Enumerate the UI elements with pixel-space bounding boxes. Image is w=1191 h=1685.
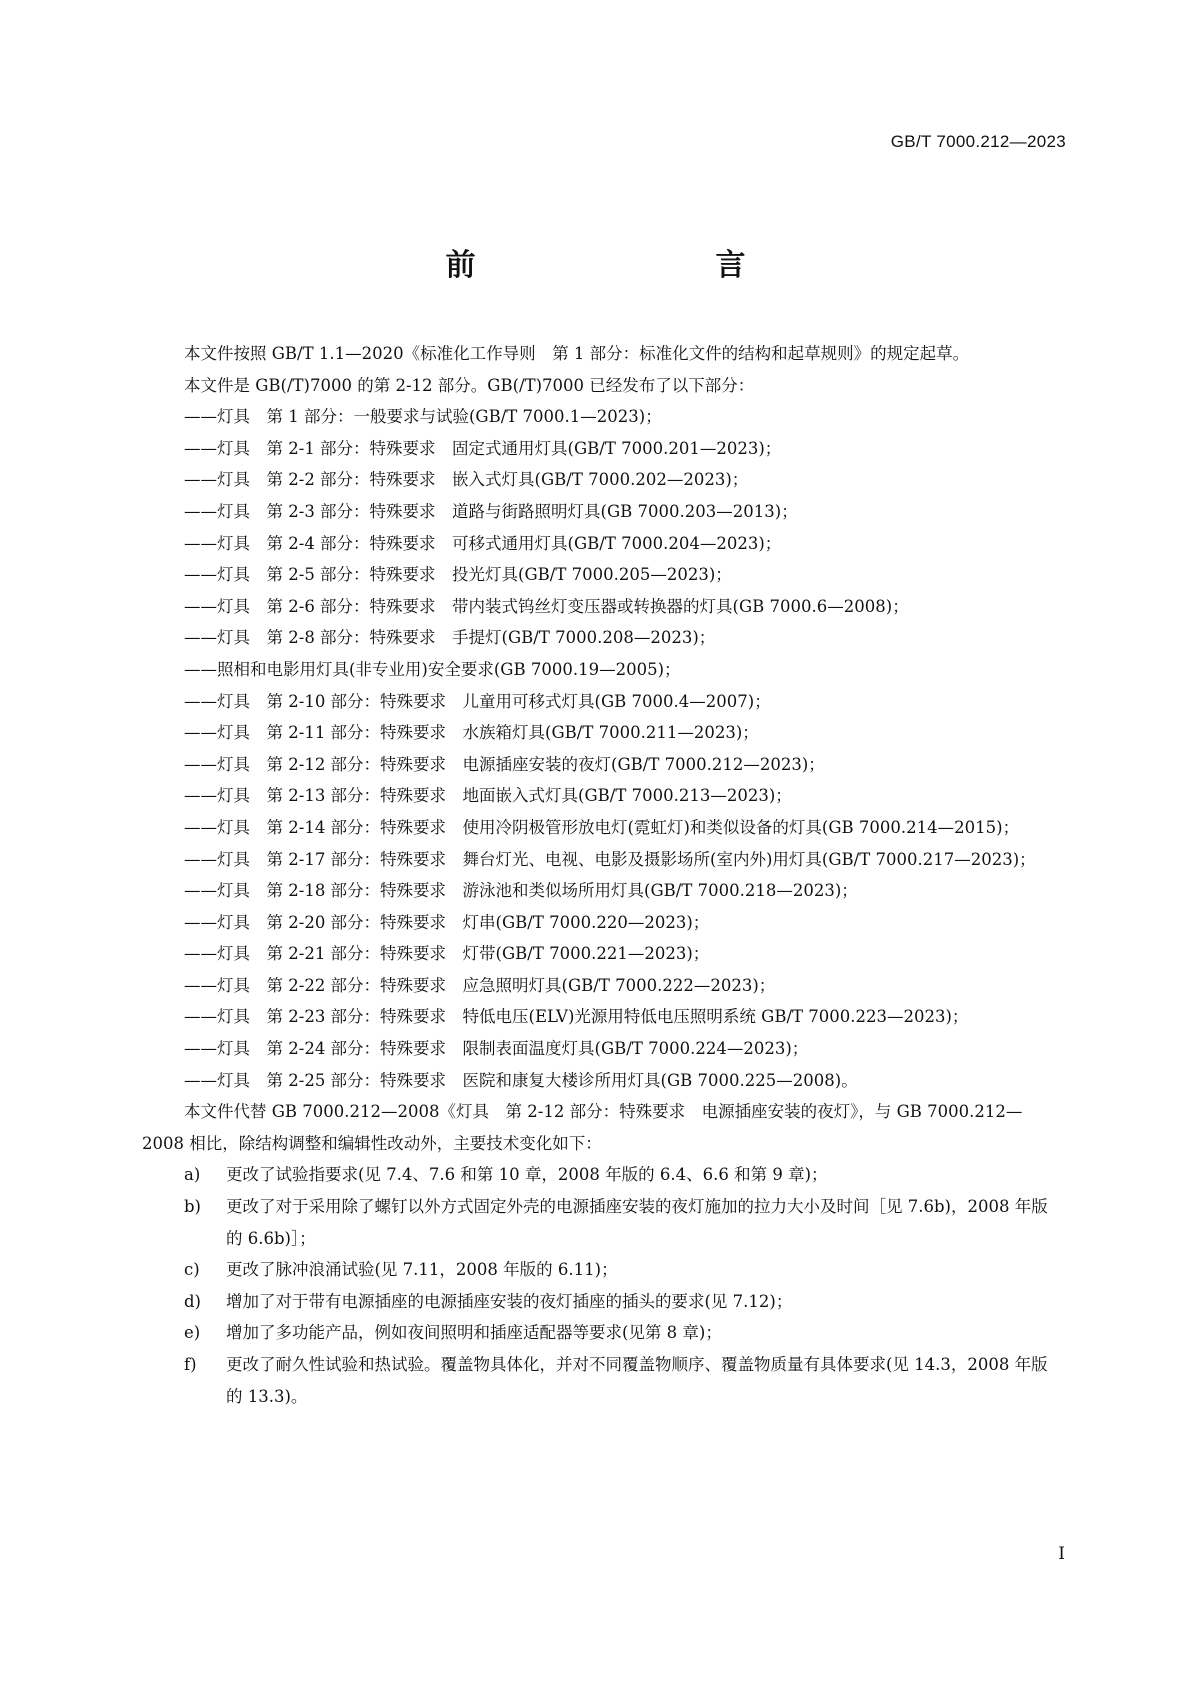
change-text: 更改了脉冲浪涌试验(见 7.11，2008 年版的 6.11)； — [226, 1260, 618, 1280]
standard-number: GB/T 7000.212—2023 — [890, 132, 1066, 151]
change-tag: e) — [184, 1323, 201, 1343]
change-text: 更改了试验指要求(见 7.4、7.6 和第 10 章，2008 年版的 6.4、6.6 和第 9 章)； — [226, 1165, 828, 1185]
change-item — [142, 1159, 1060, 1191]
change-tag: b) — [184, 1197, 201, 1217]
changes-list — [142, 1159, 1060, 1412]
change-item — [142, 1349, 1060, 1412]
page-title: 前 言 — [445, 248, 806, 283]
change-item — [142, 1286, 1060, 1318]
page-number: I — [1058, 1544, 1065, 1564]
document-body — [142, 338, 1060, 1412]
list-item: ——灯具 第 2-23 部分：特殊要求 特低电压(ELV)光源用特低电压照明系统 GB/T 7000.223—2023)； — [184, 1007, 969, 1027]
list-item: ——灯具 第 2-2 部分：特殊要求 嵌入式灯具(GB/T 7000.202—2023)； — [184, 470, 749, 490]
list-item: ——灯具 第 2-20 部分：特殊要求 灯串(GB/T 7000.220—2023)； — [184, 912, 710, 932]
change-tag: a) — [184, 1165, 201, 1185]
replaces-paragraph: 本文件代替 GB 7000.212—2008《灯具 第 2-12 部分：特殊要求 电源插座安装的夜灯》，与 GB 7000.212—2008 相比，除结构调整和编辑性改动外，主要技术变化如下： — [142, 1102, 1023, 1153]
list-item: ——灯具 第 1 部分：一般要求与试验(GB/T 7000.1—2023)； — [184, 407, 662, 427]
list-item: ——灯具 第 2-21 部分：特殊要求 灯带(GB/T 7000.221—2023)； — [184, 944, 710, 964]
list-item: ——灯具 第 2-5 部分：特殊要求 投光灯具(GB/T 7000.205—2023)； — [184, 565, 732, 585]
list-item: ——灯具 第 2-17 部分：特殊要求 舞台灯光、电视、电影及摄影场所(室内外)用灯具(GB/T 7000.217—2023)； — [184, 849, 1036, 869]
list-item: ——灯具 第 2-22 部分：特殊要求 应急照明灯具(GB/T 7000.222—2023)； — [184, 975, 776, 995]
list-item: ——灯具 第 2-18 部分：特殊要求 游泳池和类似场所用灯具(GB/T 7000.218—2023)； — [184, 881, 858, 901]
list-item: ——灯具 第 2-1 部分：特殊要求 固定式通用灯具(GB/T 7000.201—2023)； — [184, 438, 782, 458]
change-tag: f) — [184, 1355, 197, 1374]
list-item: ——灯具 第 2-6 部分：特殊要求 带内装式钨丝灯变压器或转换器的灯具(GB 7000.6—2008)； — [184, 596, 909, 616]
list-item: ——灯具 第 2-25 部分：特殊要求 医院和康复大楼诊所用灯具(GB 7000.225—2008)。 — [184, 1070, 858, 1090]
change-item — [142, 1317, 1060, 1349]
list-item: ——灯具 第 2-12 部分：特殊要求 电源插座安装的夜灯(GB/T 7000.212—2023)； — [184, 754, 825, 774]
part-of-paragraph: 本文件是 GB(/T)7000 的第 2-12 部分。GB(/T)7000 已经发布了以下部分： — [184, 375, 755, 395]
change-text: 增加了多功能产品，例如夜间照明和插座适配器等要求(见第 8 章)； — [226, 1323, 722, 1343]
change-item — [142, 1191, 1060, 1254]
change-item — [142, 1254, 1060, 1286]
parts-list — [142, 401, 1060, 1096]
list-item: ——灯具 第 2-8 部分：特殊要求 手提灯(GB/T 7000.208—2023)； — [184, 628, 716, 648]
change-tag: d) — [184, 1291, 201, 1311]
change-text: 更改了对于采用除了螺钉以外方式固定外壳的电源插座安装的夜灯施加的拉力大小及时间［见 7.6b)，2008 年版的 6.6b)］； — [226, 1197, 1048, 1248]
change-text: 更改了耐久性试验和热试验。覆盖物具体化，并对不同覆盖物顺序、覆盖物质量有具体要求(见 14.3，2008 年版的 13.3)。 — [226, 1355, 1048, 1406]
list-item: ——灯具 第 2-3 部分：特殊要求 道路与街路照明灯具(GB 7000.203—2013)； — [184, 501, 798, 521]
drafting-paragraph: 本文件按照 GB/T 1.1—2020《标准化工作导则 第 1 部分：标准化文件的结构和起草规则》的规定起草。 — [184, 344, 970, 363]
list-item: ——灯具 第 2-11 部分：特殊要求 水族箱灯具(GB/T 7000.211—2023)； — [184, 723, 759, 743]
list-item: ——灯具 第 2-4 部分：特殊要求 可移式通用灯具(GB/T 7000.204—2023)； — [184, 533, 782, 553]
list-item: ——灯具 第 2-24 部分：特殊要求 限制表面温度灯具(GB/T 7000.224—2023)； — [184, 1039, 809, 1059]
change-tag: c) — [184, 1260, 200, 1280]
list-item: ——照相和电影用灯具(非专业用)安全要求(GB 7000.19—2005)； — [184, 659, 681, 679]
change-text: 增加了对于带有电源插座的电源插座安装的夜灯插座的插头的要求(见 7.12)； — [226, 1291, 793, 1311]
list-item: ——灯具 第 2-14 部分：特殊要求 使用冷阴极管形放电灯(霓虹灯)和类似设备的灯具(GB 7000.214—2015)； — [184, 817, 1020, 837]
list-item: ——灯具 第 2-10 部分：特殊要求 儿童用可移式灯具(GB 7000.4—2007)； — [184, 691, 771, 711]
list-item: ——灯具 第 2-13 部分：特殊要求 地面嵌入式灯具(GB/T 7000.213—2023)； — [184, 786, 792, 806]
